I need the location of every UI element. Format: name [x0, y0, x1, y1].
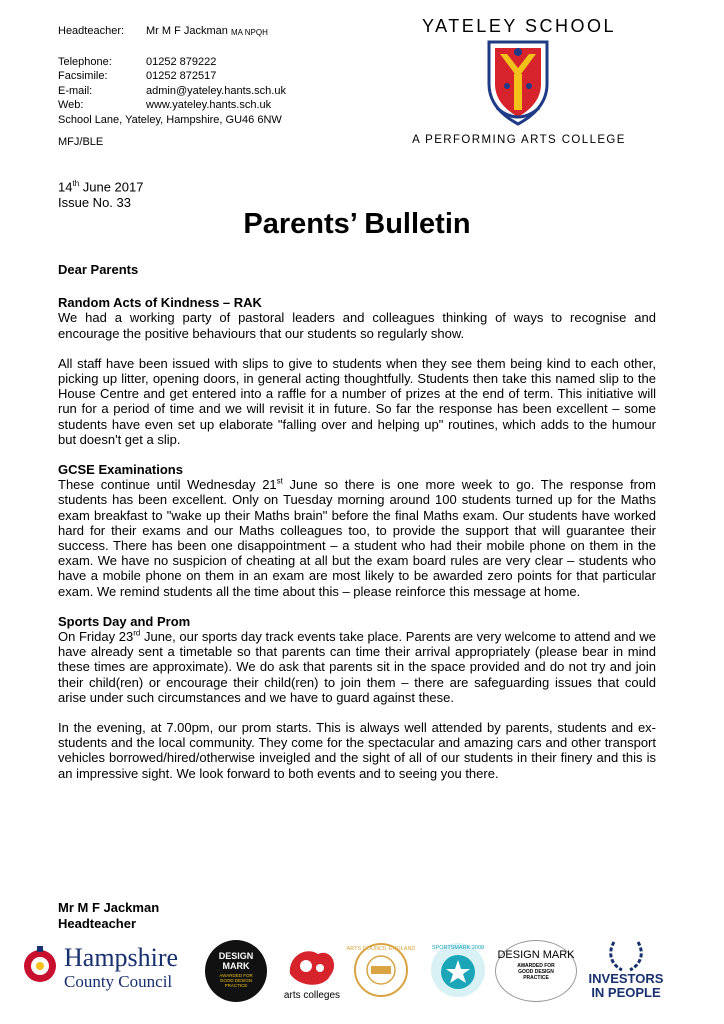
facsimile-label: Facsimile: — [58, 70, 108, 82]
web-value[interactable]: www.yateley.hants.sch.uk — [146, 99, 272, 111]
web-row — [58, 98, 358, 113]
headteacher-name: Mr M F Jackman — [146, 25, 228, 37]
design-mark-logo — [205, 940, 267, 1002]
reference-code: MFJ/BLE — [58, 136, 104, 148]
section-heading-gcse: GCSE Examinations — [58, 462, 183, 478]
design-mark-2-logo — [495, 940, 577, 1002]
date-rest: June 2017 — [79, 179, 144, 195]
web-label: Web: — [58, 99, 84, 111]
investors-line2: IN PEOPLE — [591, 985, 661, 1000]
arts-colleges-icon — [284, 944, 340, 990]
school-crest-icon — [483, 38, 553, 126]
facsimile-value: 01252 872517 — [146, 70, 217, 82]
facsimile-row — [58, 69, 358, 84]
sportsmark-text: SPORTSMARK 2008 — [431, 945, 485, 951]
date-block — [58, 176, 143, 211]
signoff-name: Mr M F Jackman — [58, 900, 160, 915]
headteacher-label: Headteacher: — [58, 25, 125, 37]
hampshire-rose-icon — [22, 946, 58, 986]
email-row — [58, 84, 358, 99]
email-label: E-mail: — [58, 84, 93, 97]
bulletin-title: Parents’ Bulletin — [243, 208, 471, 240]
signoff-role: Headteacher — [58, 916, 137, 931]
greeting: Dear Parents — [58, 262, 139, 277]
design-mark-sub: AWARDED FOR GOOD DESIGN PRACTICE — [219, 973, 253, 988]
paragraph: All staff have been issued with slips to give to students when they see them being kind to each other, picking up litter, opening doors, in general acting thoughtfully. Students then take this named slip to the House Centre and get entered into a raffle for a number of prizes at the end of term. This initiative will run for a period of time and we will revisit it in future. So far the response has been excellent – some students have even set up elaborate "falling over and helping up" routines, which adds to the humour but doesn't get a slip. — [58, 355, 656, 447]
investors-line1: INVESTORS — [588, 971, 664, 986]
investors-in-people-logo — [586, 938, 666, 1008]
paragraph: In the evening, at 7.00pm, our prom starts. This is always well attended by parents, students and ex-students and the local community. They come for the spectacular and amazing cars and other transport vehicles borrowed/hired/otherwise inveigled and the sight of all of our students in their finery and this is an impressive sight. We look forward to both events and to seeing you there. — [58, 720, 656, 781]
headteacher-row — [58, 24, 358, 41]
design-mark-2-title: DESIGN MARK — [497, 949, 575, 961]
arts-council-text: ARTS COUNCIL ENGLAND — [346, 946, 416, 952]
address: School Lane, Yateley, Hampshire, GU46 6NW — [58, 113, 282, 126]
design-mark-2-sub: AWARDED FOR GOOD DESIGN PRACTICE — [517, 963, 555, 981]
school-tagline: A PERFORMING ARTS COLLEGE — [412, 134, 626, 146]
paragraph: These continue until Wednesday 21st June so there is one more week to go. The response from students has been excellent. Only on Tuesday morning around 100 students turned up for the Maths exam breakfast to "wake up their Maths brain" before the final Maths exam. Our students have worked hard for their exams and our Maths colleagues too, to provide the support that will guarantee their success. There has been one disappointment – a student who had their mobile phone on them in the exam. We have no suspicion of cheating at all but the exam board rules are very clear – students who have a mobile phone on them in an exam are most likely to be awarded zero points for that particular exam. We remind students all the time about this – please reinforce this message at home. — [58, 476, 656, 599]
school-name: YATELEY SCHOOL — [421, 16, 617, 36]
email-value[interactable]: admin@yateley.hants.sch.uk — [146, 84, 286, 97]
laurel-wreath-icon — [606, 938, 646, 972]
arts-council-seal-icon — [346, 940, 416, 1000]
hampshire-county-council-logo — [22, 944, 197, 992]
telephone-label: Telephone: — [58, 55, 112, 68]
section-heading-rak: Random Acts of Kindness – RAK — [58, 295, 262, 311]
date-suffix: th — [72, 179, 80, 188]
contact-block — [58, 24, 358, 127]
telephone-row — [58, 55, 358, 70]
arts-colleges-label: arts colleges — [283, 990, 341, 1001]
hampshire-line1: Hampshire — [64, 943, 179, 972]
date-day: 14 — [58, 179, 73, 195]
letter-date — [58, 176, 143, 195]
letter-body — [58, 262, 656, 781]
issue-number: Issue No. 33 — [58, 195, 131, 211]
sportsmark-logo-icon — [428, 940, 488, 1000]
arts-colleges-logo — [280, 944, 344, 1004]
paragraph: On Friday 23rd June, our sports day track events take place. Parents are very welcome to attend and we have already sent a timetable so that parents can time their arrival appropriately (please bear in mind these times are approximate). We do ask that parents sit in the space provided and do not try and join their child(ren) or encourage their child(ren) to join them – there are safeguarding issues that could arise under such circumstances and we have to guard against these. — [58, 628, 656, 705]
signoff — [58, 900, 159, 932]
section-heading-sports: Sports Day and Prom — [58, 613, 191, 629]
paragraph: We had a working party of pastoral leaders and colleagues thinking of ways to recognise and encourage the positive behaviours that our students so regularly show. — [58, 310, 656, 341]
design-mark-title: DESIGN MARK — [218, 951, 254, 971]
telephone-value: 01252 879222 — [146, 55, 217, 68]
headteacher-quals: MA NPQH — [230, 28, 268, 37]
hampshire-line2: County Council — [64, 972, 173, 991]
